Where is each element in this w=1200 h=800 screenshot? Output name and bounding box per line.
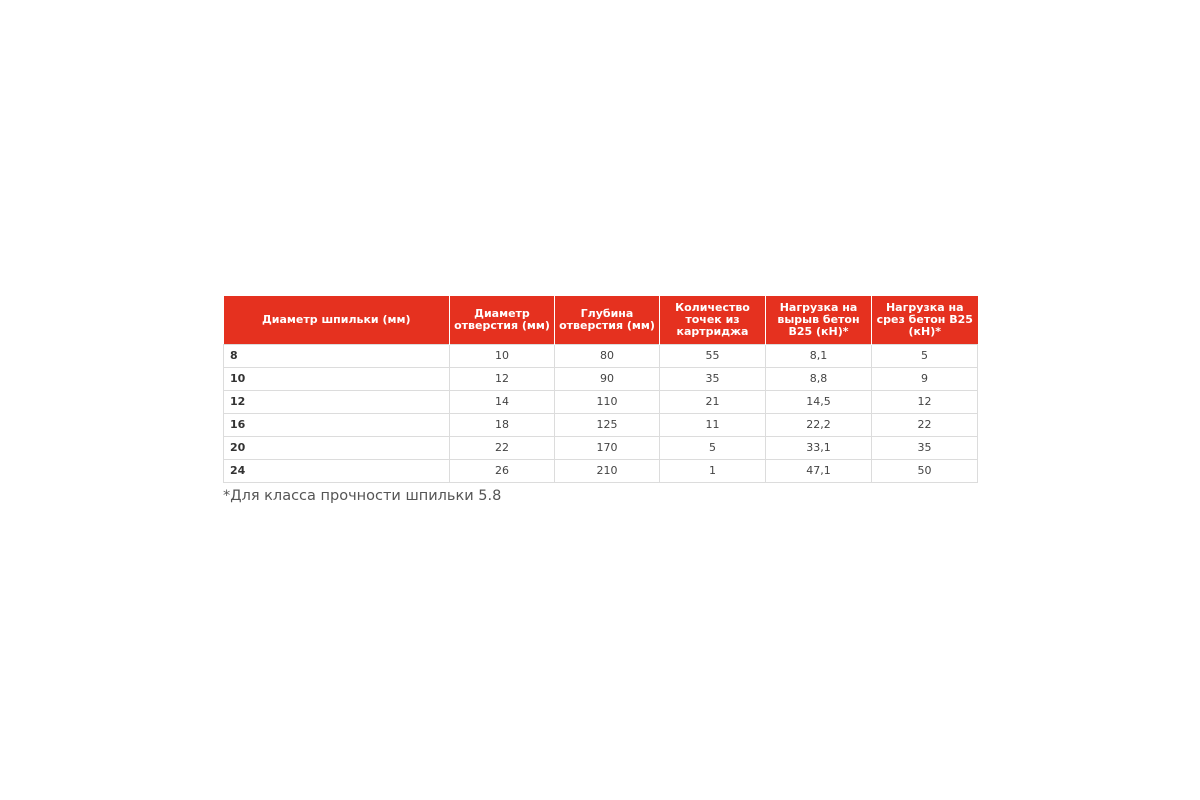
cell-shear-load: 12 <box>872 390 978 413</box>
table-row <box>224 344 978 367</box>
cell-points: 11 <box>660 413 766 436</box>
cell-shear-load: 50 <box>872 459 978 482</box>
cell-shear-load: 9 <box>872 367 978 390</box>
cell-stud-diameter: 20 <box>224 436 450 459</box>
cell-hole-diameter: 18 <box>450 413 555 436</box>
cell-shear-load: 35 <box>872 436 978 459</box>
cell-pullout-load: 47,1 <box>766 459 872 482</box>
table-header-row <box>224 296 978 344</box>
cell-pullout-load: 14,5 <box>766 390 872 413</box>
cell-hole-depth: 90 <box>555 367 660 390</box>
specifications-table <box>223 296 978 483</box>
table-row <box>224 436 978 459</box>
header-pullout-load: Нагрузка на вырыв бетон B25 (кН)* <box>766 296 872 344</box>
header-hole-depth: Глубина отверстия (мм) <box>555 296 660 344</box>
cell-pullout-load: 8,1 <box>766 344 872 367</box>
cell-pullout-load: 22,2 <box>766 413 872 436</box>
cell-points: 21 <box>660 390 766 413</box>
table-row <box>224 390 978 413</box>
footnote: *Для класса прочности шпильки 5.8 <box>223 488 502 504</box>
cell-hole-depth: 210 <box>555 459 660 482</box>
header-hole-diameter: Диаметр отверстия (мм) <box>450 296 555 344</box>
cell-hole-diameter: 10 <box>450 344 555 367</box>
header-points-per-cartridge: Количество точек из картриджа <box>660 296 766 344</box>
cell-hole-diameter: 12 <box>450 367 555 390</box>
cell-points: 35 <box>660 367 766 390</box>
cell-stud-diameter: 10 <box>224 367 450 390</box>
cell-hole-depth: 125 <box>555 413 660 436</box>
cell-hole-diameter: 22 <box>450 436 555 459</box>
table-row <box>224 367 978 390</box>
table-row <box>224 459 978 482</box>
cell-stud-diameter: 16 <box>224 413 450 436</box>
cell-points: 55 <box>660 344 766 367</box>
cell-hole-depth: 80 <box>555 344 660 367</box>
cell-points: 1 <box>660 459 766 482</box>
header-stud-diameter: Диаметр шпильки (мм) <box>224 296 450 344</box>
cell-stud-diameter: 8 <box>224 344 450 367</box>
cell-stud-diameter: 12 <box>224 390 450 413</box>
cell-shear-load: 5 <box>872 344 978 367</box>
cell-shear-load: 22 <box>872 413 978 436</box>
cell-hole-diameter: 14 <box>450 390 555 413</box>
table-row <box>224 413 978 436</box>
cell-hole-depth: 170 <box>555 436 660 459</box>
cell-stud-diameter: 24 <box>224 459 450 482</box>
cell-hole-depth: 110 <box>555 390 660 413</box>
header-shear-load: Нагрузка на срез бетон B25 (кН)* <box>872 296 978 344</box>
cell-points: 5 <box>660 436 766 459</box>
cell-hole-diameter: 26 <box>450 459 555 482</box>
cell-pullout-load: 8,8 <box>766 367 872 390</box>
cell-pullout-load: 33,1 <box>766 436 872 459</box>
